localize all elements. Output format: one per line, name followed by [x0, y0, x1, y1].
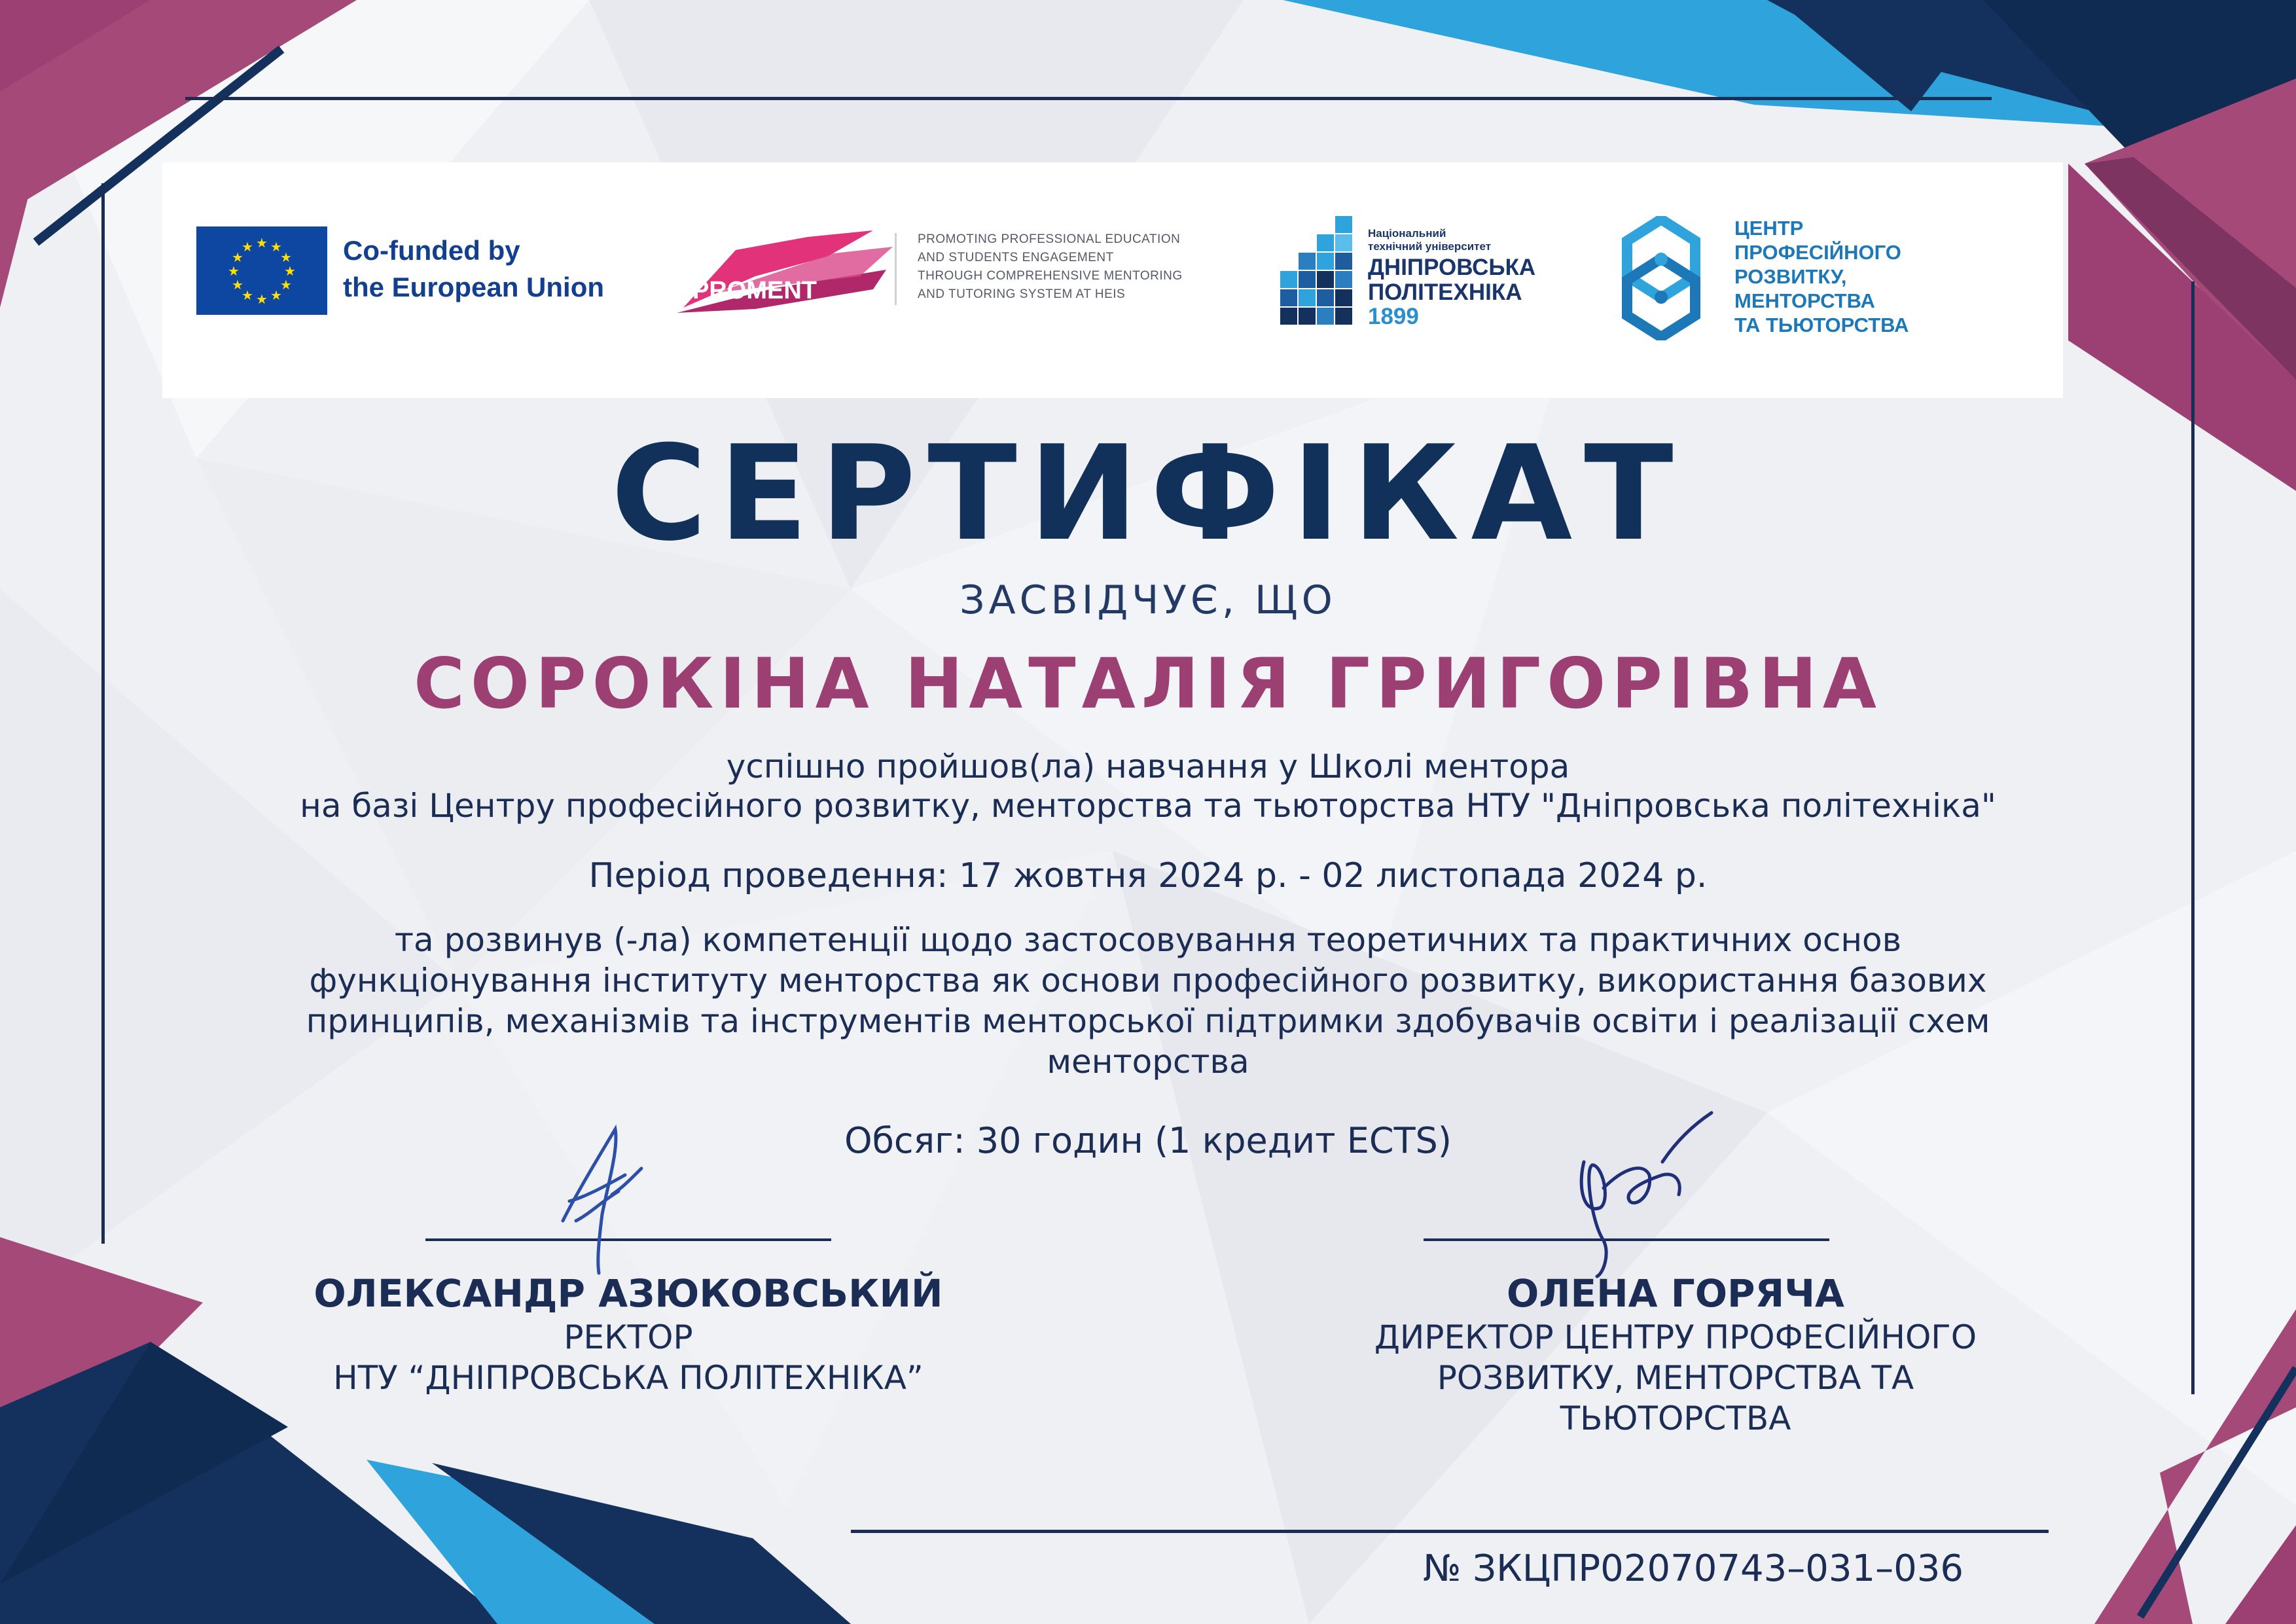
signatory-left-institution: НТУ “ДНІПРОВСЬКА ПОЛІТЕХНІКА” [333, 1359, 924, 1397]
svg-text:★: ★ [232, 277, 243, 293]
signatory-right-role-line3: ТЬЮТОРСТВА [1560, 1399, 1791, 1437]
signatory-right [1302, 1270, 2049, 1439]
center-line5: ТА ТЬЮТОРСТВА [1734, 314, 1909, 336]
promentor-tagline-line: AND STUDENTS ENGAGEMENT [918, 251, 1114, 264]
certificate-number: № ЗКЦПР02070743–031–036 [1423, 1547, 1964, 1590]
center-line4: МЕНТОРСТВА [1734, 289, 1875, 312]
mentoring-center-logo [1622, 216, 1700, 340]
dnipro-polytechnic-name [1368, 255, 1584, 305]
course-volume: Обсяг: 30 годин (1 кредит ECTS) [844, 1120, 1452, 1161]
signatory-left-role: РЕКТОР [564, 1318, 693, 1356]
promentor-logo [677, 230, 893, 313]
recipient-name: СОРОКІНА НАТАЛІЯ ГРИГОРІВНА [414, 643, 1882, 724]
promentor-logo-text: PROMENT [692, 277, 817, 304]
center-line1: ЦЕНТР [1734, 217, 1804, 240]
promentor-tagline-line: PROMOTING PROFESSIONAL EDUCATION [918, 232, 1181, 246]
signatory-right-name: ОЛЕНА ГОРЯЧА [1507, 1271, 1844, 1316]
center-line3: РОЗВИТКУ, [1734, 265, 1847, 288]
institution-line: на базі Центру професійного розвитку, менторства та тьюторства НТУ "Дніпровська політехніка" [300, 787, 1996, 825]
eu-text-line2: the European Union [343, 272, 604, 302]
mentoring-center-name [1734, 216, 1957, 337]
dnipro-small-line2: технічний університет [1368, 240, 1492, 253]
competence-line: функціонування інституту менторства як основи професійного розвитку, використання базових [309, 962, 1987, 1000]
svg-text:★: ★ [232, 249, 243, 265]
signature-left [550, 1123, 648, 1280]
promentor-tagline-line: THROUGH COMPREHENSIVE MENTORING [918, 269, 1183, 283]
eu-flag-icon [196, 226, 327, 315]
svg-text:★: ★ [284, 263, 296, 279]
promentor-tagline-line: AND TUTORING SYSTEM AT HEIS [918, 287, 1126, 301]
training-period: Період проведення: 17 жовтня 2024 р. - 02 листопада 2024 р. [588, 856, 1708, 895]
signature-right [1564, 1110, 1721, 1280]
svg-text:★: ★ [280, 277, 292, 293]
svg-text:★: ★ [270, 239, 282, 255]
svg-text:★: ★ [242, 239, 253, 255]
promentor-divider [895, 233, 897, 305]
dnipro-big-line1: ДНІПРОВСЬКА [1368, 255, 1536, 280]
signatory-left [281, 1270, 975, 1398]
frame-top-line [185, 97, 1992, 100]
eu-text-line1: Co-funded by [343, 235, 520, 266]
competence-line: принципів, механізмів та інструментів менторської підтримки здобувачів освіти і реалізації схем [306, 1002, 1990, 1040]
dnipro-polytechnic-year: 1899 [1368, 304, 1419, 329]
certificate-subtitle: ЗАСВІДЧУЄ, ЩО [960, 577, 1336, 623]
center-line2: ПРОФЕСІЙНОГО [1734, 241, 1901, 264]
svg-text:★: ★ [242, 287, 253, 303]
competence-line: менторства [1047, 1043, 1249, 1081]
dnipro-polytechnic-subtitle [1368, 227, 1512, 253]
completion-line: успішно пройшов(ла) навчання у Школі ментора [726, 748, 1570, 785]
dnipro-big-line2: ПОЛІТЕХНІКА [1368, 280, 1522, 305]
frame-bottom-line [851, 1530, 2049, 1533]
competence-description [131, 920, 2165, 1082]
signatory-right-role-line1: ДИРЕКТОР ЦЕНТРУ ПРОФЕСІЙНОГО [1374, 1318, 1977, 1356]
svg-text:★: ★ [256, 291, 268, 307]
svg-text:★: ★ [256, 235, 268, 251]
signatory-right-role-line2: РОЗВИТКУ, МЕНТОРСТВА ТА [1437, 1359, 1914, 1397]
signatory-left-name: ОЛЕКСАНДР АЗЮКОВСЬКИЙ [314, 1271, 943, 1316]
competence-line: та розвинув (-ла) компетенції щодо застосовування теоретичних та практичних основ [394, 921, 1902, 959]
promentor-tagline [918, 230, 1225, 304]
eu-cofunded-label [343, 232, 657, 306]
svg-text:★: ★ [228, 263, 240, 279]
dnipro-small-line1: Національний [1368, 227, 1446, 240]
svg-text:★: ★ [280, 249, 292, 265]
certificate-title: СЕРТИФІКАТ [611, 418, 1685, 570]
svg-text:★: ★ [270, 287, 282, 303]
